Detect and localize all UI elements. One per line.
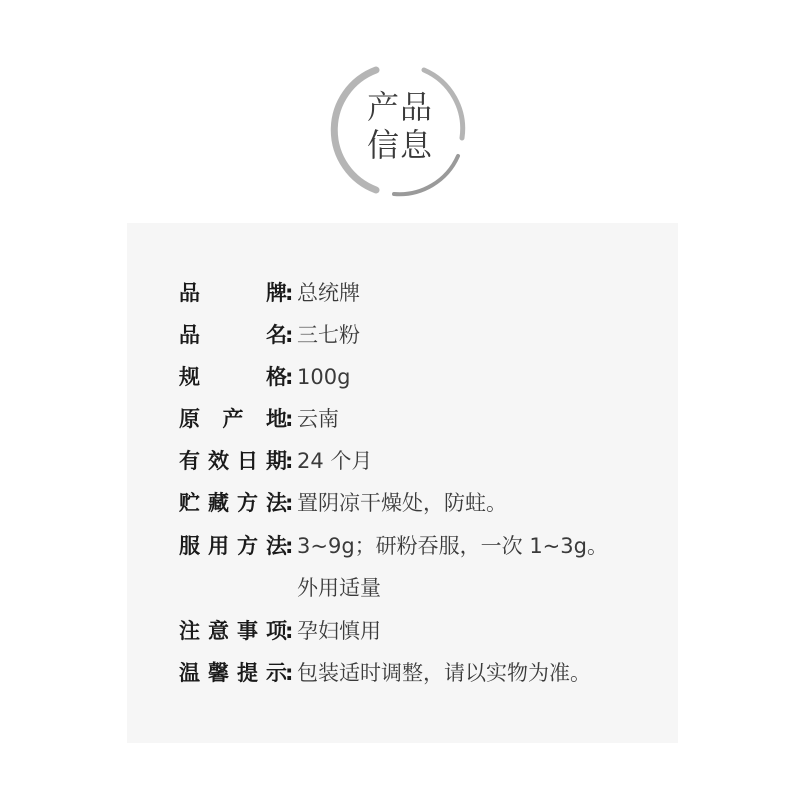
info-value: 置阴凉干燥处，防蛀。 [297,491,507,515]
page-title-line2: 信息 [366,126,433,164]
info-colon: : [285,534,294,558]
info-label: 品 名 [179,323,287,347]
info-colon: : [285,407,294,431]
info-value: 100g [297,365,351,389]
info-value: 云南 [297,407,339,431]
info-colon: : [285,619,294,643]
page-title-line1: 产品 [366,88,433,126]
info-value: 外用适量 [297,576,381,600]
info-label: 规 格 [179,365,287,389]
info-colon: : [285,281,294,305]
info-value: 三七粉 [297,323,360,347]
info-label: 温 馨 提 示 [179,661,287,685]
info-label: 品 牌 [179,281,287,305]
info-colon: : [285,661,294,685]
info-label: 有 效 日 期 [179,449,287,473]
info-colon: : [285,365,294,389]
info-value: 包装适时调整，请以实物为准。 [297,661,591,685]
info-value: 总统牌 [297,281,360,305]
info-label: 原 产 地 [179,407,287,431]
info-value: 3~9g；研粉吞服，一次 1~3g。 [297,534,608,558]
info-value: 24 个月 [297,449,373,473]
product-info-panel [127,223,678,743]
info-label: 注 意 事 项 [179,619,287,643]
page-title [330,88,470,164]
info-label: 服 用 方 法 [179,534,287,558]
info-label: 贮 藏 方 法 [179,491,287,515]
info-colon: : [285,449,294,473]
info-value: 孕妇慎用 [297,619,381,643]
product-info-badge [330,60,470,200]
info-colon: : [285,323,294,347]
info-colon: : [285,491,294,515]
